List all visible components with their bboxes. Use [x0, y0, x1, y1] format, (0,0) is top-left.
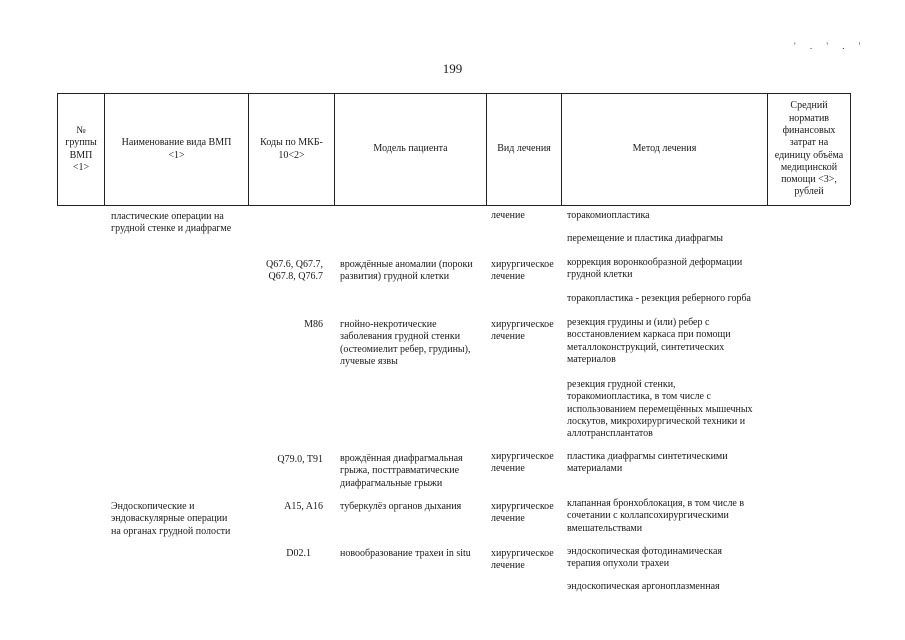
row-vmp-name: Эндоскопические и эндоваскулярные операции на органах грудной полости [111, 501, 231, 537]
row-treatment-type: хирургическое лечение [491, 259, 554, 283]
row-mkb-code: D02.1 [286, 548, 311, 559]
row-patient-model: туберкулёз органов дыхания [340, 501, 462, 512]
row-treatment-type: хирургическое лечение [491, 548, 554, 572]
row-method: клапанная бронхоблокация, в том числе в сочетании с коллапсохирургическими вмешательствами [567, 498, 745, 534]
header-treatment-type: Вид лечения [497, 143, 551, 155]
row-mkb-code: Q79.0, T91 [277, 454, 323, 465]
row-method: резекция грудины и (или) ребер с восстановлением каркаса при помощи металлоконструкций, синтетических материалов [567, 317, 731, 365]
row-method: торакопластика - резекция реберного горба [567, 293, 751, 304]
header-avg-norm: Средний норматив финансовых затрат на единицу объёма медицинской помощи <3>, рублей [774, 100, 844, 198]
row-patient-model: врождённая диафрагмальная грыжа, посттравматические диафрагмальные грыжи [340, 453, 463, 489]
row-method: торакомиопластика [567, 210, 650, 221]
header-mkb-codes: Коды по МКБ- 10<2> [260, 137, 323, 161]
header-group-no: № группы ВМП <1> [65, 124, 97, 173]
row-treatment-type: хирургическое лечение [491, 501, 554, 525]
corner-marks: ' . ' . ' [794, 41, 867, 51]
row-method: коррекция воронкообразной деформации грудной клетки [567, 257, 743, 281]
row-treatment-type: хирургическое лечение [491, 451, 554, 475]
row-method: эндоскопическая фотодинамическая терапия опухоли трахеи [567, 546, 722, 570]
header-treatment-method: Метод лечения [632, 143, 697, 155]
row-treatment-type: хирургическое лечение [491, 319, 554, 343]
row-method: эндоскопическая аргоноплазменная [567, 581, 720, 592]
row-method: перемещение и пластика диафрагмы [567, 233, 724, 244]
row-method: резекция грудной стенки, торакомиопластика, в том числе с использованием перемещённых мышечных лоскутов, микрохирургической техники и аллотрансплантатов [567, 379, 753, 440]
row-mkb-code: Q67.6, Q67.7, Q67.8, Q76.7 [266, 259, 323, 283]
row-treatment-type: лечение [491, 210, 525, 221]
row-patient-model: врождённые аномалии (пороки развития) грудной клетки [340, 259, 473, 283]
row-mkb-code: M86 [304, 319, 323, 330]
row-vmp-name: пластические операции на грудной стенке и диафрагме [111, 211, 232, 235]
page-number: 199 [442, 61, 463, 76]
row-patient-model: гнойно-некротические заболевания грудной стенки (остеомиелит ребер, грудины), лучевые язвы [340, 319, 471, 367]
row-patient-model: новообразование трахеи in situ [340, 548, 471, 559]
header-patient-model: Модель пациента [373, 143, 448, 155]
header-vmp-name: Наименование вида ВМП <1> [121, 137, 232, 161]
row-mkb-code: A15, A16 [284, 501, 323, 512]
row-method: пластика диафрагмы синтетическими материалами [567, 451, 728, 475]
